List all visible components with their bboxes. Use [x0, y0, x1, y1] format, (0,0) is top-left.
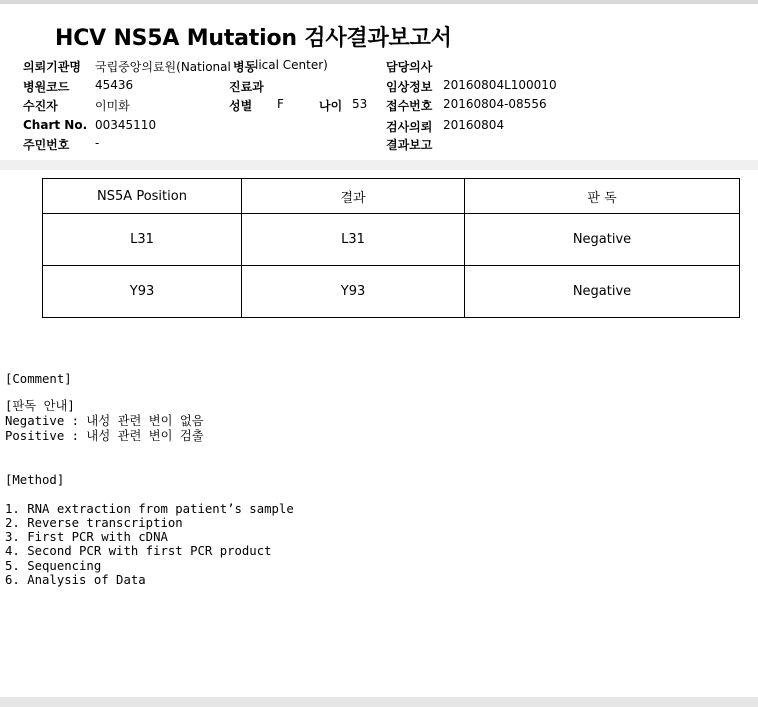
method-heading: [Method]	[5, 473, 65, 487]
clinical-info-value: 20160804L100010	[443, 78, 557, 92]
interpretation-cell: Negative	[465, 214, 740, 266]
bottom-border	[0, 697, 758, 707]
report-label: 결과보고	[386, 138, 433, 152]
negative-guide: Negative : 내성 관련 변이 없음	[5, 414, 204, 428]
request-value: 20160804	[443, 118, 505, 132]
id-number-label: 주민번호	[23, 138, 70, 152]
hospital-code-value: 45436	[95, 78, 134, 92]
position-cell: Y93	[43, 266, 242, 318]
result-header: 결과	[242, 179, 465, 214]
method-step: 3. First PCR with cDNA	[5, 530, 168, 544]
method-step: 5. Sequencing	[5, 559, 102, 573]
request-label: 검사의뢰	[386, 120, 433, 134]
age-label: 나이	[319, 99, 343, 113]
results-table	[42, 178, 740, 318]
sex-label: 성별	[229, 99, 253, 113]
patient-value: 이미화	[95, 99, 130, 113]
section-divider	[0, 160, 758, 170]
comment-heading: [Comment]	[5, 372, 72, 386]
age-value: 53	[352, 97, 368, 111]
report-title: HCV NS5A Mutation 검사결과보고서	[55, 26, 452, 51]
institution-overlap-text: lical Center)	[255, 58, 328, 72]
method-step: 4. Second PCR with first PCR product	[5, 544, 272, 558]
top-border	[0, 0, 758, 4]
result-cell: L31	[242, 214, 465, 266]
position-header: NS5A Position	[43, 179, 242, 214]
method-step: 1. RNA extraction from patient’s sample	[5, 502, 294, 516]
receipt-value: 20160804-08556	[443, 97, 547, 111]
institution-label: 의뢰기관명	[23, 60, 81, 74]
patient-label: 수진자	[23, 99, 58, 113]
guide-heading: [판독 안내]	[5, 399, 75, 413]
method-step: 2. Reverse transcription	[5, 516, 183, 530]
position-cell: L31	[43, 214, 242, 266]
clinical-info-label: 임상정보	[386, 80, 433, 94]
institution-value: 국립중앙의료원(National	[95, 60, 231, 74]
result-cell: Y93	[242, 266, 465, 318]
table-row	[43, 214, 740, 266]
sex-value: F	[277, 97, 284, 111]
ward-label: 병동	[233, 60, 257, 74]
interpretation-cell: Negative	[465, 266, 740, 318]
receipt-label: 접수번호	[386, 99, 433, 113]
interpretation-header: 판 독	[465, 179, 740, 214]
chart-no-value: 00345110	[95, 118, 157, 132]
positive-guide: Positive : 내성 관련 변이 검출	[5, 429, 204, 443]
hospital-code-label: 병원코드	[23, 80, 70, 94]
attending-label: 담당의사	[386, 60, 433, 74]
id-number-value: -	[95, 136, 100, 150]
table-header-row	[43, 179, 740, 214]
clinic-label: 진료과	[229, 80, 264, 94]
table-row	[43, 266, 740, 318]
chart-no-label: Chart No.	[23, 118, 88, 132]
method-step: 6. Analysis of Data	[5, 573, 146, 587]
